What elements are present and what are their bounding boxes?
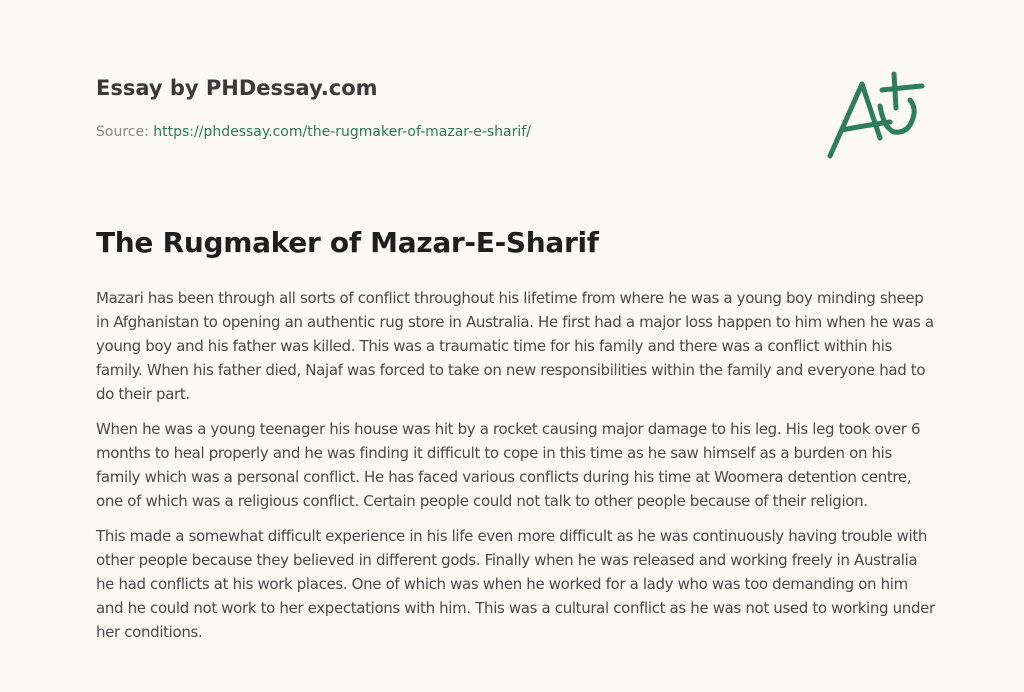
site-brand: Essay by PHDessay.com [96,76,378,100]
source-line [96,124,531,140]
essay-paragraph: This made a somewhat difficult experience in his life even more difficult as he was continuously having trouble with other people because they believed in different gods. Finally when he was released and working freely in Australia he had conflicts at his work places. One of which was when he worked for a lady who was too demanding on him and he could not work to her expectations with him. This was a cultural conflict as he was not used to working under her conditions. [96,527,935,641]
essay-paragraph: When he was a young teenager his house was hit by a rocket causing major damage to his leg. His leg took over 6 months to heal properly and he was finding it difficult to cope in this time as he saw himself as a burden on his family which was a personal conflict. He has faced various conflicts during his time at Woomera detention centre, one of which was a religious conflict. Certain people could not talk to other people because of their religion. [96,420,921,510]
source-link[interactable]: https://phdessay.com/the-rugmaker-of-mazar-e-sharif/ [153,124,531,140]
essay-body [96,286,936,655]
source-label: Source: [96,124,154,140]
essay-paragraph: Mazari has been through all sorts of conflict throughout his lifetime from where he was a young boy minding sheep in Afghanistan to opening an authentic rug store in Australia. He first had a major loss happen to him when he was a young boy and his father was killed. This was a traumatic time for his family and there was a conflict within his family. When his father died, Najaf was forced to take on new responsibilities within the family and everyone had to do their part. [96,289,934,403]
essay-title: The Rugmaker of Mazar-E-Sharif [96,226,599,259]
a-plus-grade-icon [822,68,928,164]
